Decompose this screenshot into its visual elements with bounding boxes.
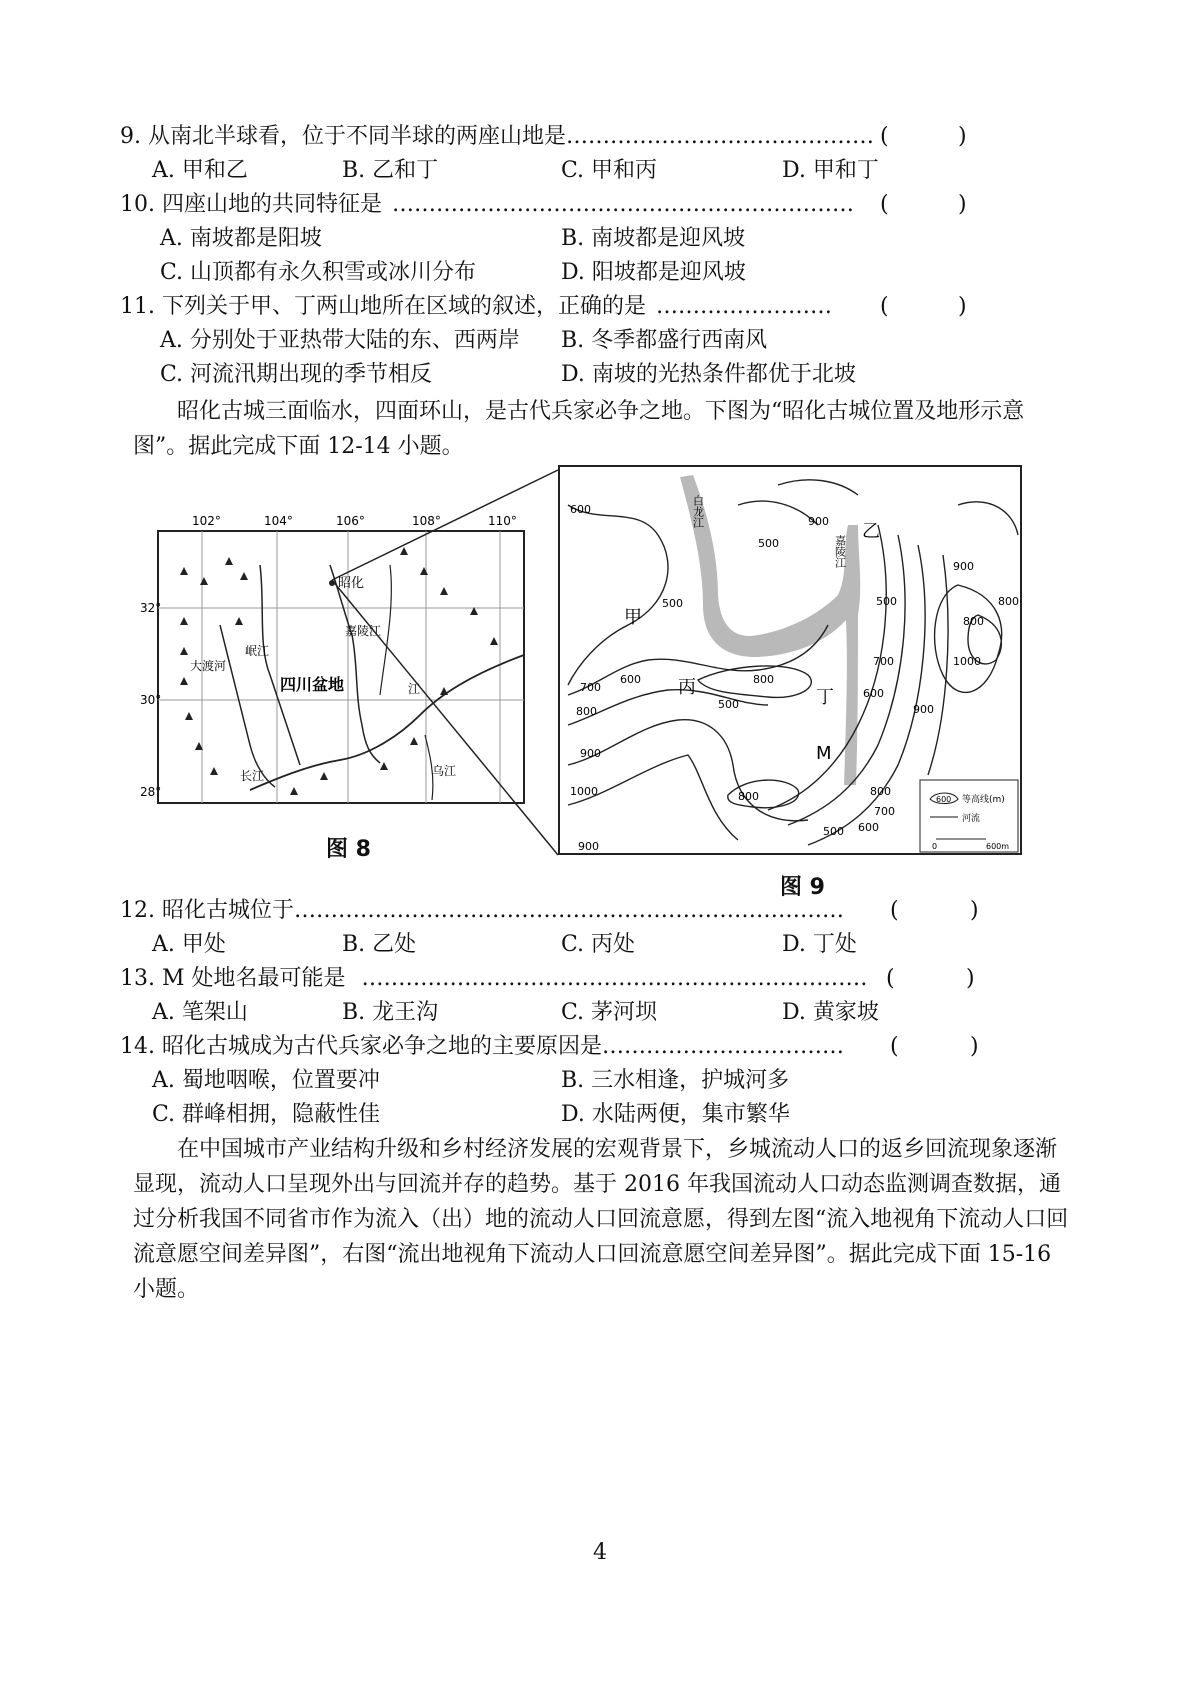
- figure-8-caption: 图 8: [326, 837, 371, 862]
- fig9-label-bailong: 白龙江: [691, 495, 705, 528]
- fig9-contour-800b: 800: [963, 615, 984, 628]
- q10-option-a: A. 南坡都是阳坡: [160, 226, 322, 251]
- fig9-contour-700a: 700: [580, 681, 601, 694]
- passage-zhaohua: 昭化古城三面临水，四面环山，是古代兵家必争之地。下图为“昭化古城位置及地形示意图”。据此完成下面 12-14 小题。: [133, 399, 1025, 459]
- fig9-label-m: M: [816, 743, 832, 764]
- figure-9-svg: [558, 465, 1022, 855]
- q14-stem-text: 14. 昭化古城成为古代兵家必争之地的主要原因是: [120, 1034, 602, 1059]
- fig9-contour-500c: 500: [718, 698, 739, 711]
- fig9-contour-900c: 900: [913, 703, 934, 716]
- fig9-label-yi: 乙: [862, 521, 880, 542]
- q9-leader: ……………………………………: [566, 124, 874, 149]
- q13-paren-close: ): [966, 966, 975, 991]
- q10-paren-close: ): [958, 192, 967, 217]
- q11-option-c: C. 河流汛期出现的季节相反: [160, 362, 433, 387]
- q13-stem: [120, 964, 868, 994]
- fig9-contour-600a: 600: [570, 503, 591, 516]
- fig8-label-jialing: 嘉陵江: [345, 624, 382, 638]
- q14-paren-close: ): [970, 1034, 979, 1059]
- q9-option-a: A. 甲和乙: [152, 158, 248, 183]
- q11-stem: [120, 292, 832, 322]
- figure-9-map: [558, 465, 1022, 855]
- fig9-contour-1000a: 1000: [953, 655, 981, 668]
- fig9-contour-500a: 500: [662, 597, 683, 610]
- fig9-contour-700b: 700: [873, 655, 894, 668]
- fig8-label-chang: 长江: [240, 769, 265, 783]
- q12-stem-text: 12. 昭化古城位于: [120, 898, 294, 923]
- fig9-contour-900e: 900: [953, 560, 974, 573]
- q11-stem-text: 11. 下列关于甲、丁两山地所在区域的叙述，正确的是: [120, 294, 646, 319]
- q10-option-c: C. 山顶都有永久积雪或冰川分布: [160, 260, 477, 285]
- fig8-label-zhaohua: 昭化: [338, 576, 365, 591]
- page-number: 4: [593, 1540, 607, 1565]
- fig9-contour-800a: 800: [576, 705, 597, 718]
- q14-option-b: B. 三水相逢，护城河多: [561, 1068, 790, 1093]
- fig9-contour-600b: 600: [620, 673, 641, 686]
- q10-paren-open: (: [880, 192, 889, 217]
- q9-stem-text: 9. 从南北半球看，位于不同半球的两座山地是: [120, 124, 566, 149]
- fig8-lon-label-108: 108°: [412, 514, 441, 528]
- fig8-lon-label-102: 102°: [192, 514, 221, 528]
- q14-option-d: D. 水陆两便，集市繁华: [561, 1102, 790, 1127]
- q13-stem-text: 13. M 处地名最可能是: [120, 966, 346, 991]
- q11-leader: ……………………: [655, 294, 832, 319]
- q10-option-b: B. 南坡都是迎风坡: [561, 226, 746, 251]
- q13-option-b: B. 龙王沟: [342, 1000, 439, 1025]
- fig9-contour-800f: 800: [998, 595, 1019, 608]
- q10-leader: ………………………………………………………: [391, 192, 854, 217]
- fig8-label-dadu: 大渡河: [190, 659, 227, 673]
- q14-stem: [120, 1032, 844, 1062]
- fig8-label-basin: 四川盆地: [280, 675, 345, 694]
- q11-option-b: B. 冬季都盛行西南风: [561, 328, 768, 353]
- q14-option-a: A. 蜀地咽喉，位置要冲: [152, 1068, 380, 1093]
- q9-paren-open: (: [880, 124, 889, 149]
- fig9-contour-500b: 500: [758, 537, 779, 550]
- q14-leader: ……………………………: [601, 1034, 844, 1059]
- passage-population: 在中国城市产业结构升级和乡村经济发展的宏观背景下，乡城流动人口的返乡回流现象逐渐显现，流动人口呈现外出与回流并存的趋势。基于 2016 年我国流动人口动态监测调查数据，通过分析我国不同省市作为流入（出）地的流动人口回流意愿，得到左图“流入地视角下流动人口回流意愿空间差异图”，右图“流出地视角下流动人口回流意愿空间差异图”。据此完成下面 15-16 小题。: [133, 1137, 1069, 1302]
- fig8-label-min: 岷江: [245, 644, 270, 658]
- fig9-legend-contour-sample: 600: [936, 795, 952, 804]
- q12-option-b: B. 乙处: [342, 932, 417, 957]
- q12-option-a: A. 甲处: [152, 932, 226, 957]
- fig9-contour-900a: 900: [580, 747, 601, 760]
- q10-stem: [120, 190, 854, 220]
- q10-option-d: D. 阳坡都是迎风坡: [561, 260, 746, 285]
- q14-paren-open: (: [890, 1034, 899, 1059]
- fig9-contour-800e: 800: [870, 785, 891, 798]
- fig9-contour-500d: 500: [823, 825, 844, 838]
- fig8-label-jiang: 江: [408, 682, 421, 696]
- fig8-lon-label-106: 106°: [336, 514, 365, 528]
- fig9-label-bing: 丙: [678, 677, 696, 698]
- fig9-legend-scale-end: 600m: [986, 842, 1010, 851]
- fig8-lat-label-32: 32°: [140, 601, 162, 615]
- q12-stem: [120, 896, 844, 926]
- fig9-label-jialing: 嘉陵江: [833, 535, 847, 568]
- fig8-lat-label-28: 28°: [140, 785, 162, 799]
- q13-option-d: D. 黄家坡: [782, 1000, 879, 1025]
- fig9-contour-900d: 900: [578, 840, 599, 853]
- fig8-label-wu: 乌江: [432, 764, 457, 778]
- fig8-lon-label-104: 104°: [264, 514, 293, 528]
- q9-option-b: B. 乙和丁: [342, 158, 439, 183]
- q9-option-c: C. 甲和丙: [561, 158, 658, 183]
- q12-option-c: C. 丙处: [561, 932, 636, 957]
- q9-option-d: D. 甲和丁: [782, 158, 879, 183]
- q13-paren-open: (: [886, 966, 895, 991]
- fig9-contour-700c: 700: [874, 805, 895, 818]
- fig9-contour-1000b: 1000: [570, 785, 598, 798]
- q14-option-c: C. 群峰相拥，隐蔽性佳: [152, 1102, 381, 1127]
- q11-option-a: A. 分别处于亚热带大陆的东、西两岸: [160, 328, 520, 353]
- q12-paren-open: (: [890, 898, 899, 923]
- q13-option-a: A. 笔架山: [152, 1000, 248, 1025]
- fig8-lat-label-30: 30°: [140, 693, 162, 707]
- fig9-label-ding: 丁: [816, 687, 834, 708]
- fig9-contour-800c: 800: [753, 673, 774, 686]
- fig9-legend-river: 河流: [962, 814, 981, 824]
- q9-paren-close: ): [958, 124, 967, 149]
- fig8-lon-label-110: 110°: [488, 514, 517, 528]
- fig9-contour-600d: 600: [858, 821, 879, 834]
- q11-paren-open: (: [880, 294, 889, 319]
- q11-option-d: D. 南坡的光热条件都优于北坡: [561, 362, 856, 387]
- q13-option-c: C. 茅河坝: [561, 1000, 658, 1025]
- q13-leader: ……………………………………………………………: [361, 966, 868, 991]
- q12-leader: …………………………………………………………………: [293, 898, 844, 923]
- figure-connector-lines: [330, 465, 560, 865]
- q11-paren-close: ): [958, 294, 967, 319]
- fig9-legend-contour: 等高线(m): [962, 795, 1005, 805]
- q9-stem: [120, 122, 874, 152]
- q12-option-d: D. 丁处: [782, 932, 857, 957]
- fig9-label-jia: 甲: [624, 607, 642, 628]
- fig9-contour-500e: 500: [876, 595, 897, 608]
- fig9-contour-600c: 600: [863, 687, 884, 700]
- fig9-legend: [920, 780, 1018, 852]
- fig9-legend-scale-zero: 0: [932, 842, 938, 851]
- fig8-river-min: [260, 565, 300, 765]
- fig9-contour-800d: 800: [738, 790, 759, 803]
- fig9-contour-900b: 900: [808, 515, 829, 528]
- figure-9-caption: 图 9: [780, 875, 825, 900]
- q10-stem-text: 10. 四座山地的共同特征是: [120, 192, 382, 217]
- q12-paren-close: ): [970, 898, 979, 923]
